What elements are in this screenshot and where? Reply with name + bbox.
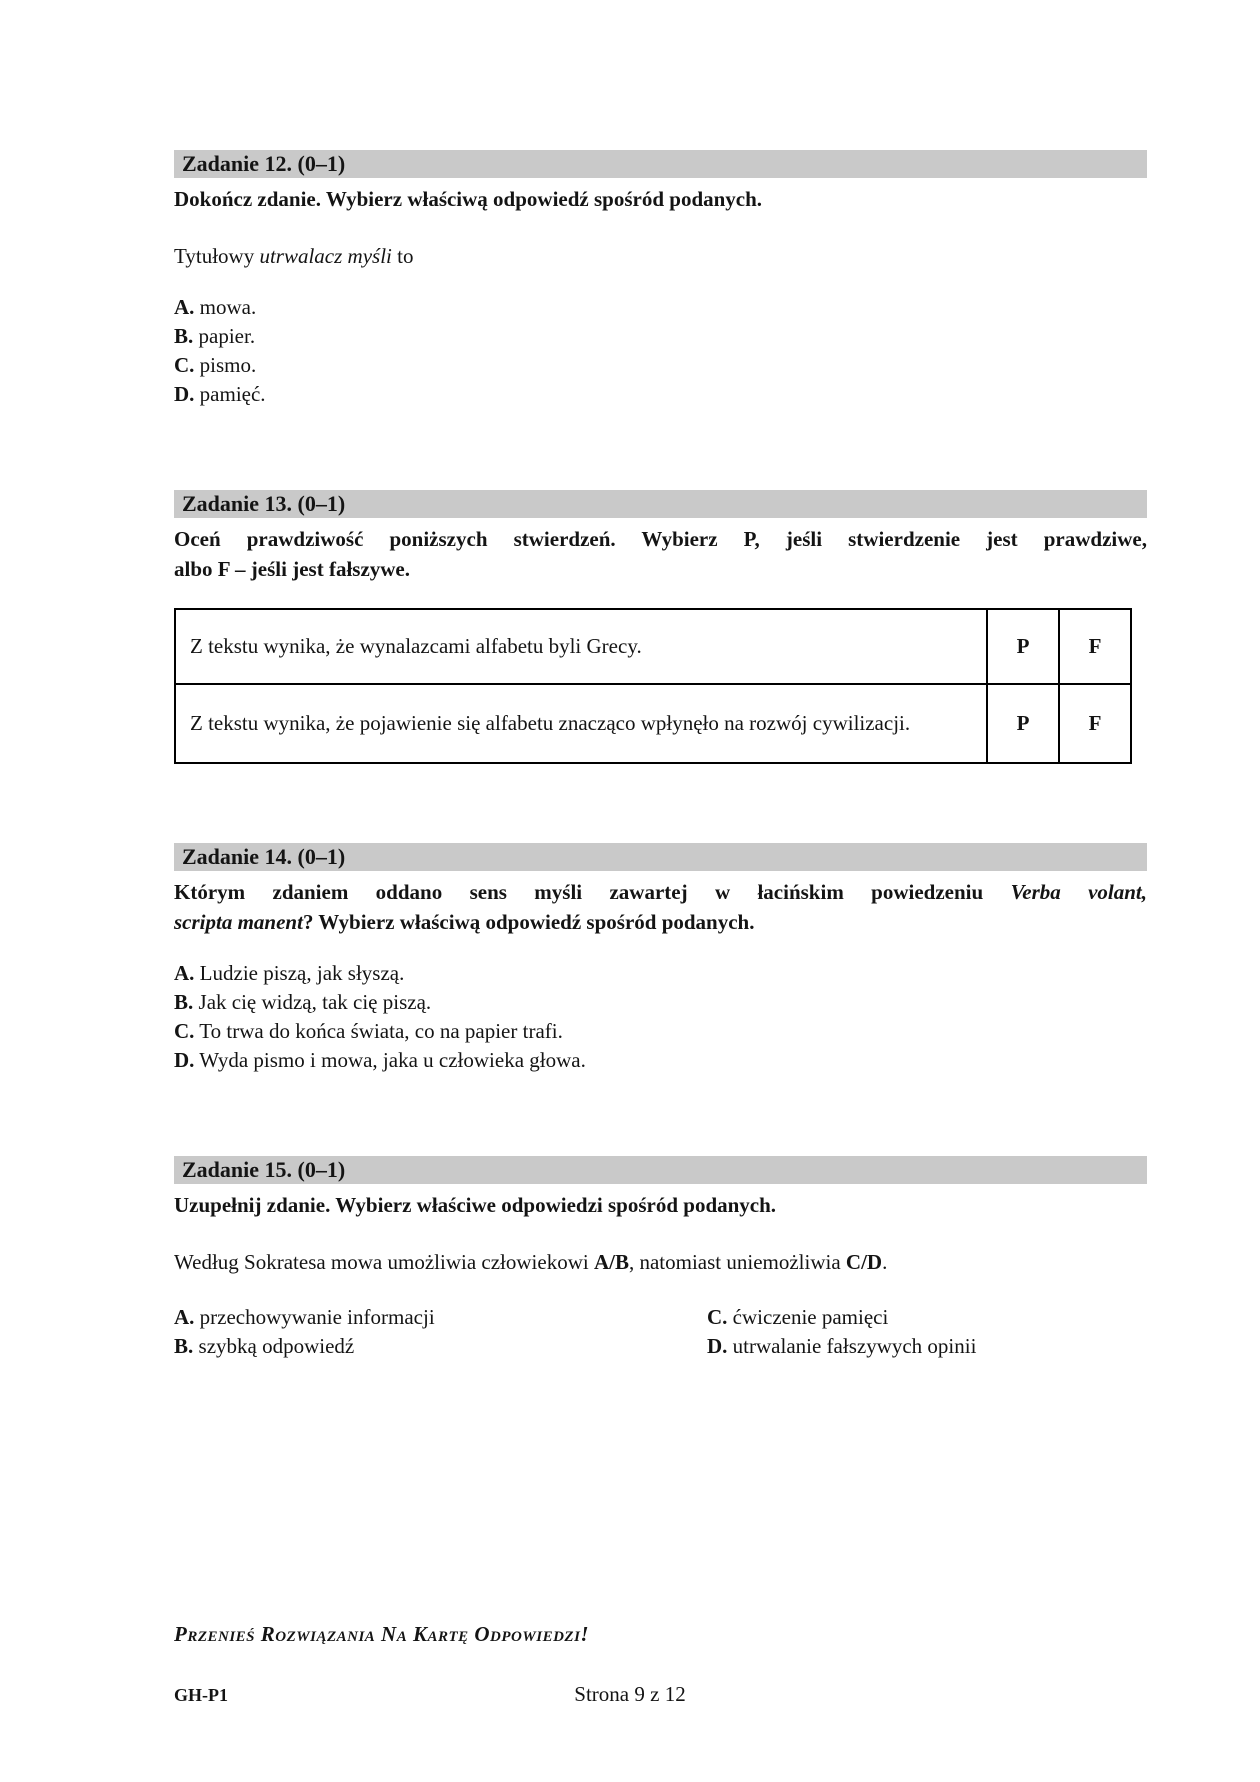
false-cell: F xyxy=(1059,609,1131,684)
task-14-option-a xyxy=(174,959,1147,988)
task-zadanie-15 xyxy=(174,1156,1147,1361)
task-15-header-bar: Zadanie 15. (0–1) xyxy=(174,1156,1147,1184)
option-letter: A. xyxy=(174,961,195,985)
task-12-stem xyxy=(174,242,1147,271)
task-12-option-a xyxy=(174,293,1147,322)
instruction-text: ? Wybierz właściwą odpowiedź spośród podanych. xyxy=(302,910,755,934)
latin-phrase-part2: scripta manent xyxy=(174,910,303,934)
option-letter: A. xyxy=(174,1305,195,1329)
task-12-option-c xyxy=(174,351,1147,380)
task-13-instruction-line1: Oceń prawdziwość poniższych stwierdzeń. Wybierz P, jeśli stwierdzenie jest prawdziwe, xyxy=(174,527,1147,551)
task-12-stem-suffix: to xyxy=(391,244,414,268)
task-14-header-bar: Zadanie 14. (0–1) xyxy=(174,843,1147,871)
task-12-instruction: Dokończ zdanie. Wybierz właściwą odpowiedź spośród podanych. xyxy=(174,187,763,211)
false-cell: F xyxy=(1059,684,1131,763)
task-15-instruction: Uzupełnij zdanie. Wybierz właściwe odpowiedzi spośród podanych. xyxy=(174,1193,777,1217)
table-row xyxy=(175,684,1131,763)
task-12-options xyxy=(174,293,1147,409)
stem-choice-cd: C/D xyxy=(845,1250,883,1274)
task-15-option-d xyxy=(707,1332,1147,1361)
task-15-option-c xyxy=(707,1303,1147,1332)
task-15-option-b xyxy=(174,1332,707,1361)
true-cell: P xyxy=(987,684,1059,763)
option-text: pamięć. xyxy=(199,382,266,406)
task-15-stem xyxy=(174,1248,1147,1277)
stem-choice-ab: A/B xyxy=(593,1250,629,1274)
option-letter: B. xyxy=(174,324,194,348)
statement-cell: Z tekstu wynika, że pojawienie się alfabetu znacząco wpłynęło na rozwój cywilizacji. xyxy=(175,684,987,763)
option-text: szybką odpowiedź xyxy=(198,1334,355,1358)
page-footer xyxy=(0,1682,1260,1712)
task-14-instruction-line2 xyxy=(174,907,1147,937)
task-13-instruction-line2: albo F – jeśli jest fałszywe. xyxy=(174,557,411,581)
statement-cell: Z tekstu wynika, że wynalazcami alfabetu byli Grecy. xyxy=(175,609,987,684)
task-14-option-b xyxy=(174,988,1147,1017)
page-number: Strona 9 z 12 xyxy=(574,1682,686,1706)
option-text: mowa. xyxy=(199,295,257,319)
option-letter: D. xyxy=(174,1048,195,1072)
task-zadanie-12 xyxy=(174,150,1147,409)
task-13-instruction xyxy=(174,524,1147,584)
task-14-option-d xyxy=(174,1046,1147,1075)
option-text: Wyda pismo i mowa, jaka u człowieka głowa. xyxy=(199,1048,586,1072)
option-text: To trwa do końca świata, co na papier trafi. xyxy=(199,1019,563,1043)
option-letter: C. xyxy=(707,1305,728,1329)
task-12-option-d xyxy=(174,380,1147,409)
option-letter: C. xyxy=(174,353,195,377)
latin-phrase-part1: Verba volant, xyxy=(1010,880,1148,904)
option-letter: D. xyxy=(707,1334,728,1358)
task-15-options xyxy=(174,1303,1147,1361)
task-14-option-c xyxy=(174,1017,1147,1046)
stem-part2: , natomiast uniemożliwia xyxy=(628,1250,846,1274)
option-text: utrwalanie fałszywych opinii xyxy=(732,1334,977,1358)
task-14-instruction xyxy=(174,877,1147,937)
exam-code: GH-P1 xyxy=(174,1685,228,1705)
true-cell: P xyxy=(987,609,1059,684)
option-text: ćwiczenie pamięci xyxy=(732,1305,889,1329)
option-text: Ludzie piszą, jak słyszą. xyxy=(199,961,405,985)
option-letter: B. xyxy=(174,1334,194,1358)
option-text: pismo. xyxy=(199,353,257,377)
task-zadanie-14 xyxy=(174,843,1147,1075)
task-12-header-bar: Zadanie 12. (0–1) xyxy=(174,150,1147,178)
option-letter: C. xyxy=(174,1019,195,1043)
task-15-option-a xyxy=(174,1303,707,1332)
task-12-stem-italic: utrwalacz myśli xyxy=(259,244,392,268)
option-text: przechowywanie informacji xyxy=(199,1305,435,1329)
option-text: papier. xyxy=(198,324,256,348)
stem-part1: Według Sokratesa mowa umożliwia człowiekowi xyxy=(174,1250,594,1274)
transfer-answers-warning: Przenieś Rozwiązania Na Kartę Odpowiedzi! xyxy=(174,1622,590,1646)
task-13-header-bar: Zadanie 13. (0–1) xyxy=(174,490,1147,518)
stem-part3: . xyxy=(882,1250,888,1274)
option-letter: B. xyxy=(174,990,194,1014)
option-letter: D. xyxy=(174,382,195,406)
table-row xyxy=(175,609,1131,684)
task-12-option-b xyxy=(174,322,1147,351)
option-letter: A. xyxy=(174,295,195,319)
task-12-stem-prefix: Tytułowy xyxy=(174,244,260,268)
task-zadanie-13 xyxy=(174,490,1147,764)
option-text: Jak cię widzą, tak cię piszą. xyxy=(198,990,432,1014)
true-false-table xyxy=(174,608,1132,764)
instruction-text: Którym zdaniem oddano sens myśli zawartej w łacińskim powiedzeniu xyxy=(174,880,984,904)
task-14-options xyxy=(174,959,1147,1075)
task-14-instruction-line1 xyxy=(174,877,1147,907)
